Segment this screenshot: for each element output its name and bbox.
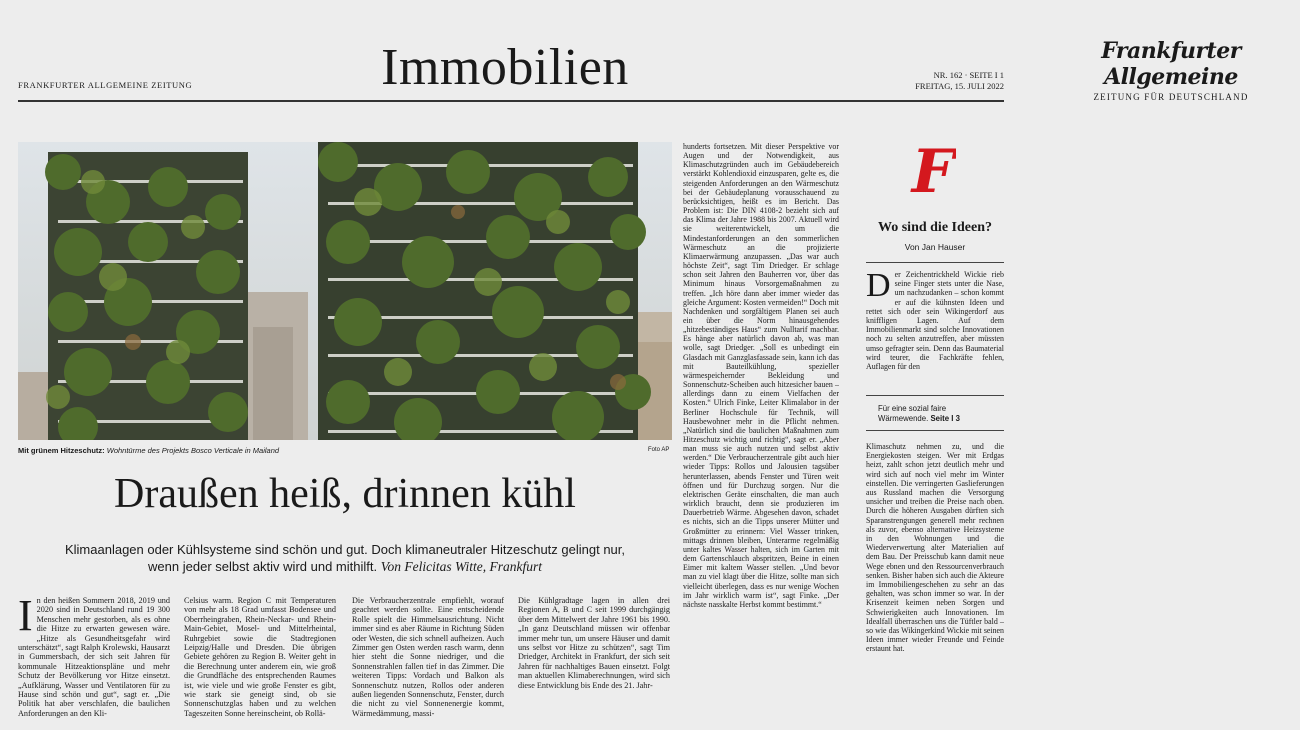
issue-info [915, 70, 1004, 92]
deck-line-2-text: wenn jeder selbst aktiv wird und mithilft. [148, 559, 378, 574]
faz-logo [1058, 38, 1284, 102]
article-deck [18, 541, 672, 575]
section-title: Immobilien [381, 39, 629, 96]
article-column-3: Die Verbraucherzentrale empfiehlt, worauf geachtet werden sollte. Eine entscheidende Rolle spielt die Himmelsausrichtung. Nicht immer sind es aber Räume in Richtung Süden oder Westen, die sich schnell aufheizen. Auch Zimmer gen Osten werden rasch warm, denn hier steht die Sonne niedriger, und die Sonnenstrahlen fallen tief in das Zimmer. Die weiteren Tipps: Vordach und Balkon als Sonnenschutz nutzen, Rollos oder anderen außen liegenden Sonnenschutz, Fenster, durch die nicht zu viel Sonnenenergie kommt, Wärmedämmung, massi- [352, 596, 504, 718]
commentary-rule-top [866, 262, 1004, 263]
commentary-dropcap: D [866, 270, 891, 304]
article-byline: Von Felicitas Witte, Frankfurt [380, 559, 542, 574]
deck-line-1: Klimaanlagen oder Kühlsysteme sind schön und gut. Doch klimaneutraler Hitzeschutz gelingt nur, [64, 542, 626, 557]
article-dropcap: I [18, 596, 33, 640]
commentary-byline: Von Jan Hauser [904, 242, 966, 252]
commentary-text-2: Klimaschutz nehmen zu, und die Energiekosten steigen. Wer mit Erdgas heizt, zahlt schon jetzt deutlich mehr und wird sich auf noch viel mehr im Winter einstellen. Die verringerten Gaslieferungen aus Russland machen die Versorgung unsicher und treiben die Preise nach oben. Durch die höheren Ausgaben dürften sich Sparanstrengungen generell mehr rechnen als zuvor, ebenso alternative Heizsysteme in den Wohnungen und die Wiederverwertung alter Materialien auf dem Bau. Der Preisschub kann damit neue Wege ebnen und den Ressourcenverbrauch senken. Bisher haben sich auch die Akteure im Immobiliengeschehen zu sehr an das gehalten, was schon immer so war. In der Krisenzeit keimen neben Sorgen und Schwierigkeiten auch Innovationen. Im Idealfall überraschen uns die Tüftler bald – so wie das Wikingerkind Wickie mit seinen Ideen immer wieder Freunde und Feinde erstaunt hat. [866, 442, 1004, 654]
caption-bold: Mit grünem Hitzeschutz: [18, 446, 105, 455]
issue-number: NR. 162 · SEITE I 1 [933, 70, 1004, 80]
commentary-title: Wo sind die Ideen? [878, 220, 992, 235]
article-column-2: Celsius warm. Region C mit Temperaturen von mehr als 18 Grad umfasst Bodensee und Oberrheingraben, Rhein-Neckar- und Rhein-Main-Gebiet, Mosel- und Mittelrheintal, Ruhrgebiet sowie die Stadtregionen Leipzig/Halle und Dresden. Die übrigen Gebiete gehören zu Region B. Weiter geht in die Berechnung unter anderem ein, wie groß die Grundfläche des entsprechenden Raumes ist, wie viele und wie große Fenster es gibt, wie stark sie geneigt sind, ob sie Sonnenschutzglas haben und zu welchen Tageszeiten Sonne hereinscheint, ob Rollä- [184, 596, 336, 718]
bosco-verticale-image [18, 142, 672, 440]
teaser-line-1: Für eine sozial faire [878, 404, 947, 413]
issue-date: FREITAG, 15. JULI 2022 [915, 81, 1004, 91]
teaser-line-2 [878, 414, 960, 424]
article-headline: Draußen heiß, drinnen kühl [114, 471, 576, 517]
logo-name: Frankfurter Allgemeine [1101, 38, 1241, 90]
caption-text: Wohntürme des Projekts Bosco Verticale in Mailand [104, 446, 280, 455]
deck-line-2 [18, 558, 672, 575]
logo-subtitle: ZEITUNG FÜR DEUTSCHLAND [1093, 92, 1249, 102]
article-column-4: Die Kühlgradtage lagen in allen drei Regionen A, B und C seit 1999 durchgängig über dem Mittelwert der Jahre 1961 bis 1990. „In ganz Deutschland müssen wir offenbar immer mehr tun, um unsere Häuser und damit uns selbst vor Hitze zu schützen“, sagt Tim Driedger, Architekt in Frankfurt, der sich seit Jahren für nachhaltiges Bauen einsetzt. Folgt man aktuellen Klimaberechnungen, wird sich diese Entwicklung bis Ende des 21. Jahr- [518, 596, 670, 690]
article-photo [18, 142, 672, 440]
commentary-text-1 [866, 270, 1004, 388]
faz-emblem-icon [910, 138, 956, 204]
teaser-rule-bottom [866, 430, 1004, 431]
teaser-box[interactable] [878, 404, 960, 424]
article-column-1 [18, 596, 170, 730]
masthead-rule [18, 100, 1004, 102]
teaser-rule-top [866, 395, 1004, 396]
column-1-text: n den heißen Sommern 2018, 2019 und 2020 sind in Deutschland rund 19 300 Menschen mehr gestorben, als es ohne die Hitze zu erwarten gewesen wäre. „Hitze als Gesundheitsgefahr wird unterschätzt“, sagt Ralph Krolewski, Hausarzt in Gummersbach, der sich seit Jahren für kommunale Hitzeaktionspläne und mehr Schutz der Bevölkerung vor Hitze einsetzt. „Aufklärung, Wasser und Ventilatoren für zu Hause sind schön und gut“, sagt er. „Die Politik hat aber verschlafen, die baulichen Anforderungen an den Kli- [18, 596, 170, 718]
svg-text:F: F [911, 138, 955, 204]
paper-name: FRANKFURTER ALLGEMEINE ZEITUNG [18, 80, 193, 90]
teaser-page-ref[interactable]: Seite I 3 [930, 414, 960, 423]
teaser-line-2-text: Wärmewende. [878, 414, 929, 423]
photo-credit: Foto AP [648, 447, 670, 453]
article-column-5: hunderts fortsetzen. Mit dieser Perspektive vor Augen und der Notwendigkeit, aus Klimaschutzgründen auch im Gebäudebereich verstärkt Kohlendioxid einzusparen, gelte es, die steigenden Anforderungen an den Wärmeschutz bei der Gebäudeplanung vorausschauend zu berücksichtigen, heißt es im Bericht. Das Problem ist: Die DIN 4108-2 bezieht sich auf das Klima der Jahre 1988 bis 2007. Aktuell wird sie weiterentwickelt, um die Mindestanforderungen an den sommerlichen Wärmeschutz an die projizierte Klimaerwärmung anzupassen. „Das war auch höchste Zeit“, sagt Tim Driedger. Er schlage schon seit Jahren den Bauherren vor, über das Minimum hinaus Vorsorgemaßnahmen zu treffen. „Ich höre dann aber immer wieder das gleiche Argument: Kosten vermeiden!“ Doch mit Nachdenken und sorgfältigem Planen sei auch ein über die Norm hinausgehendes „hitzebeständiges Haus“ zum Nulltarif machbar. Es hänge aber natürlich davon ab, was man wolle, sagt Driedger. „Soll es unbedingt ein Glasdach mit Ganzglasfassade sein, kann ich das mit Bauteilkühlung, spezieller wärmespeichernder Bekleidung und Sonnenschutz-Scheiben auch hitzesicher bauen – allerdings dann zu einem Vielfachen der Kosten.“ Ulrich Finke, Leiter Klimalabor in der Berliner Hochschule für Technik, will Hausbewohner mehr in die Pflicht nehmen. „Natürlich sind die baulichen Maßnahmen zum Hitzeschutz wichtig und richtig“, sagt er. „Aber man muss sie auch nutzen und selbst aktiv werden.“ Die Verbraucherzentrale gibt auch hier wieder Tipps: Rollos und Jalousien tagsüber herunterlassen, abends Fenster und Türen weit öffnen und für Durchzug sorgen. Nur die elektrischen Geräte einschalten, die man auch wirklich braucht, denn sie produzieren im Dauerbetrieb Wärme. Abgesehen davon, schadet es nichts, sich an die Tipps unserer Mütter und Großmütter zu erinnern: Viel Wasser trinken, mittags drinnen bleiben, Unterarme regelmäßig unter kaltes Wasser halten, sich im Garten mit dem Gartenschlauch abspritzen, Beine in einen Eimer mit kaltem Wasser stellen. „Und bevor man zu viel klagt über die Hitze, sollte man sich vielleicht überlegen, dass es nur wenige Wochen im Jahr wirklich warm ist“, sagt Finke. „Der nächste nasskalte Herbst kommt bestimmt.“ [683, 142, 839, 609]
photo-caption [18, 446, 279, 455]
commentary-text-1-body: er Zeichentrickheld Wickie rieb seine Finger stets unter die Nase, um nachzudanken – schon kommt er auf die kühnsten Ideen und rettet sich oder sein Wikingerdorf aus kniffligen Lagen. Auf dem Immobilienmarkt sind solche Innovationen noch zu selten anzutreffen, aber müssten umso gefragter sein. Denn das Baumaterial wird teurer, die Fachkräfte fehlen, Auflagen für den [866, 270, 1004, 372]
